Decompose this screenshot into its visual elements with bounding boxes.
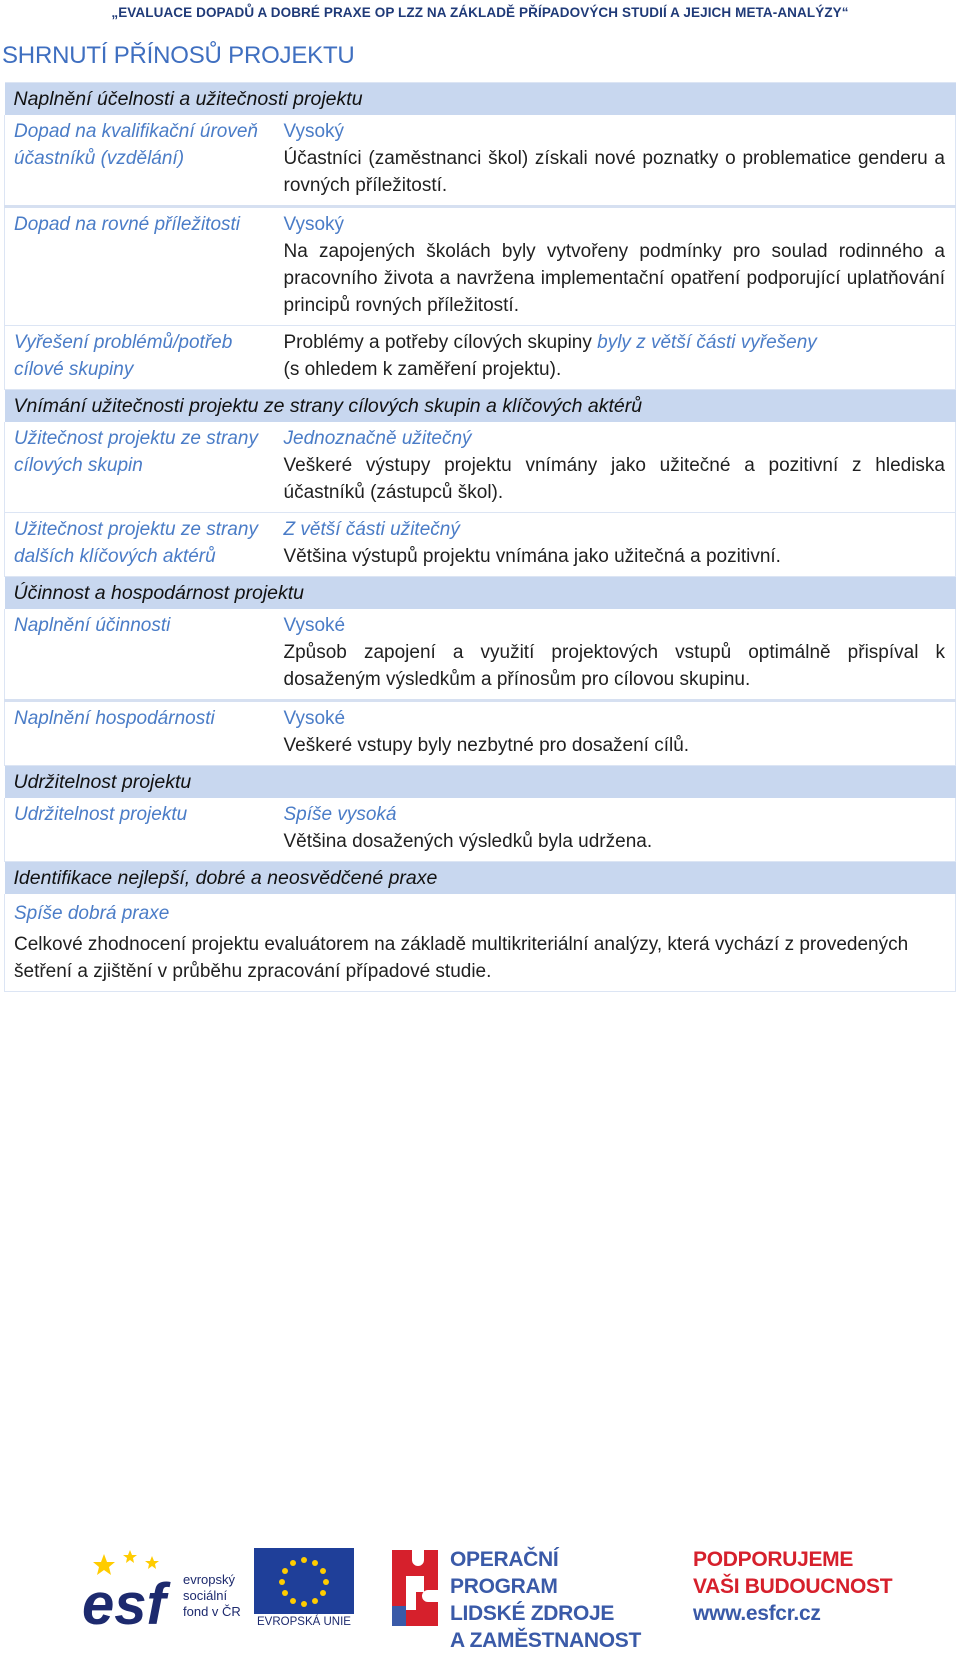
criterion-name: Užitečnost projektu ze strany dalších klíčových aktérů [5,513,278,577]
criterion-name: Naplnění účinnosti [5,609,278,701]
criterion-description: Veškeré výstupy projektu vnímány jako užitečné a pozitivní z hlediska účastníků (zástupců škol). [283,455,945,503]
criterion-body [278,609,956,701]
criterion-row [5,798,956,862]
page-title: SHRNUTÍ PŘÍNOSŮ PROJEKTU [2,42,355,69]
criterion-body [278,326,956,390]
section-header [5,862,956,895]
criterion-rating: Spíše vysoká [283,804,397,825]
final-assessment [5,894,956,992]
section-header [5,766,956,799]
criterion-description: Účastníci (zaměstnanci škol) získali nové poznatky o problematice genderu a rovných příležitostí. [283,148,945,196]
criterion-body [278,798,956,862]
esf-logo [82,1548,242,1628]
section-header [5,577,956,610]
criterion-body [278,115,956,207]
criterion-rating: Vysoký [283,214,345,235]
podporujeme-logo [693,1546,893,1630]
summary-table [4,82,956,992]
criterion-row [5,326,956,390]
criterion-description: Většina výstupů projektu vnímána jako užitečná a pozitivní. [283,546,781,567]
criterion-name: Užitečnost projektu ze strany cílových skupin [5,422,278,513]
esf-mark-icon [82,1548,182,1628]
podporujeme-text [693,1546,892,1627]
section-header [5,83,956,116]
section-header [5,390,956,423]
criterion-row [5,701,956,766]
op-lzz-logo [384,1546,664,1652]
criterion-name: Dopad na kvalifikační úroveň účastníků (vzdělání) [5,115,278,207]
criterion-body [278,422,956,513]
op-text-line: OPERAČNÍ PROGRAM [450,1548,559,1598]
podporujeme-line: VAŠI BUDOUCNOST [693,1575,893,1598]
podporujeme-line: PODPORUJEME [693,1548,854,1571]
eu-label: EVROPSKÁ UNIE [257,1616,351,1628]
esf-text-line: sociální [183,1588,228,1603]
eu-flag-icon [254,1548,354,1614]
criterion-rating: Jednoznačně užitečný [283,428,472,449]
final-description: Celkové zhodnocení projektu evaluátorem na základě multikriteriální analýzy, která vychází z provedených šetření a zjištění v průběhu zpracování případové studie. [14,934,909,982]
section-title: Účinnost a hospodárnost projektu [5,577,956,610]
op-text-line: LIDSKÉ ZDROJE [450,1602,615,1625]
criterion-row [5,422,956,513]
esf-text-line: evropský [183,1572,236,1587]
final-rating: Spíše dobrá praxe [14,903,170,924]
eu-logo [254,1548,354,1628]
criterion-name: Dopad na rovné příležitosti [5,207,278,326]
section-title: Vnímání užitečnosti projektu ze strany cílových skupin a klíčových aktérů [5,390,956,423]
criterion-name: Vyřešení problémů/potřeb cílové skupiny [5,326,278,390]
svg-text:esf: esf [82,1572,166,1628]
criterion-rating: Vysoké [283,708,346,729]
criterion-rating: Z větší části užitečný [283,519,460,540]
esf-text [183,1572,241,1620]
criterion-rating: Vysoký [283,121,345,142]
criterion-name: Udržitelnost projektu [5,798,278,862]
criterion-description-prefix: Problémy a potřeby cílových skupiny [283,332,598,353]
criterion-description: Způsob zapojení a využití projektových vstupů optimálně přispíval k dosaženým výsledkům a přínosům pro cílovou skupinu. [283,642,945,690]
criterion-description-suffix: (s ohledem k zaměření projektu). [283,359,562,380]
op-text [450,1546,664,1654]
criterion-row [5,207,956,326]
criterion-row [5,115,956,207]
criterion-body [278,701,956,766]
criterion-row [5,609,956,701]
criterion-body [278,207,956,326]
criterion-body [278,513,956,577]
op-text-line: A ZAMĚSTNANOST [450,1629,642,1652]
section-title: Identifikace nejlepší, dobré a neosvědčené praxe [5,862,956,895]
criterion-description: Veškeré vstupy byly nezbytné pro dosažení cílů. [283,735,690,756]
document-header-title: „EVALUACE DOPADŮ A DOBRÉ PRAXE OP LZZ NA ZÁKLADĚ PŘÍPADOVÝCH STUDIÍ A JEJICH META-ANALÝZY“ [111,5,849,20]
criterion-row [5,513,956,577]
criterion-name: Naplnění hospodárnosti [5,701,278,766]
esfcr-url[interactable]: www.esfcr.cz [693,1602,821,1625]
esf-text-line: fond v ČR [183,1604,241,1619]
final-assessment-row [5,894,956,992]
footer-logos [0,1540,960,1652]
op-puzzle-icon [384,1546,444,1630]
criterion-rating: Vysoké [283,615,346,636]
criterion-description: Na zapojených školách byly vytvořeny podmínky pro soulad rodinného a pracovního života a navržena implementační opatření podporující uplatňování principů rovných příležitostí. [283,241,945,316]
section-title: Naplnění účelnosti a užitečnosti projektu [5,83,956,116]
criterion-description: Většina dosažených výsledků byla udržena. [283,831,653,852]
criterion-description-highlight: byly z větší části vyřešeny [597,332,817,353]
section-title: Udržitelnost projektu [5,766,956,799]
